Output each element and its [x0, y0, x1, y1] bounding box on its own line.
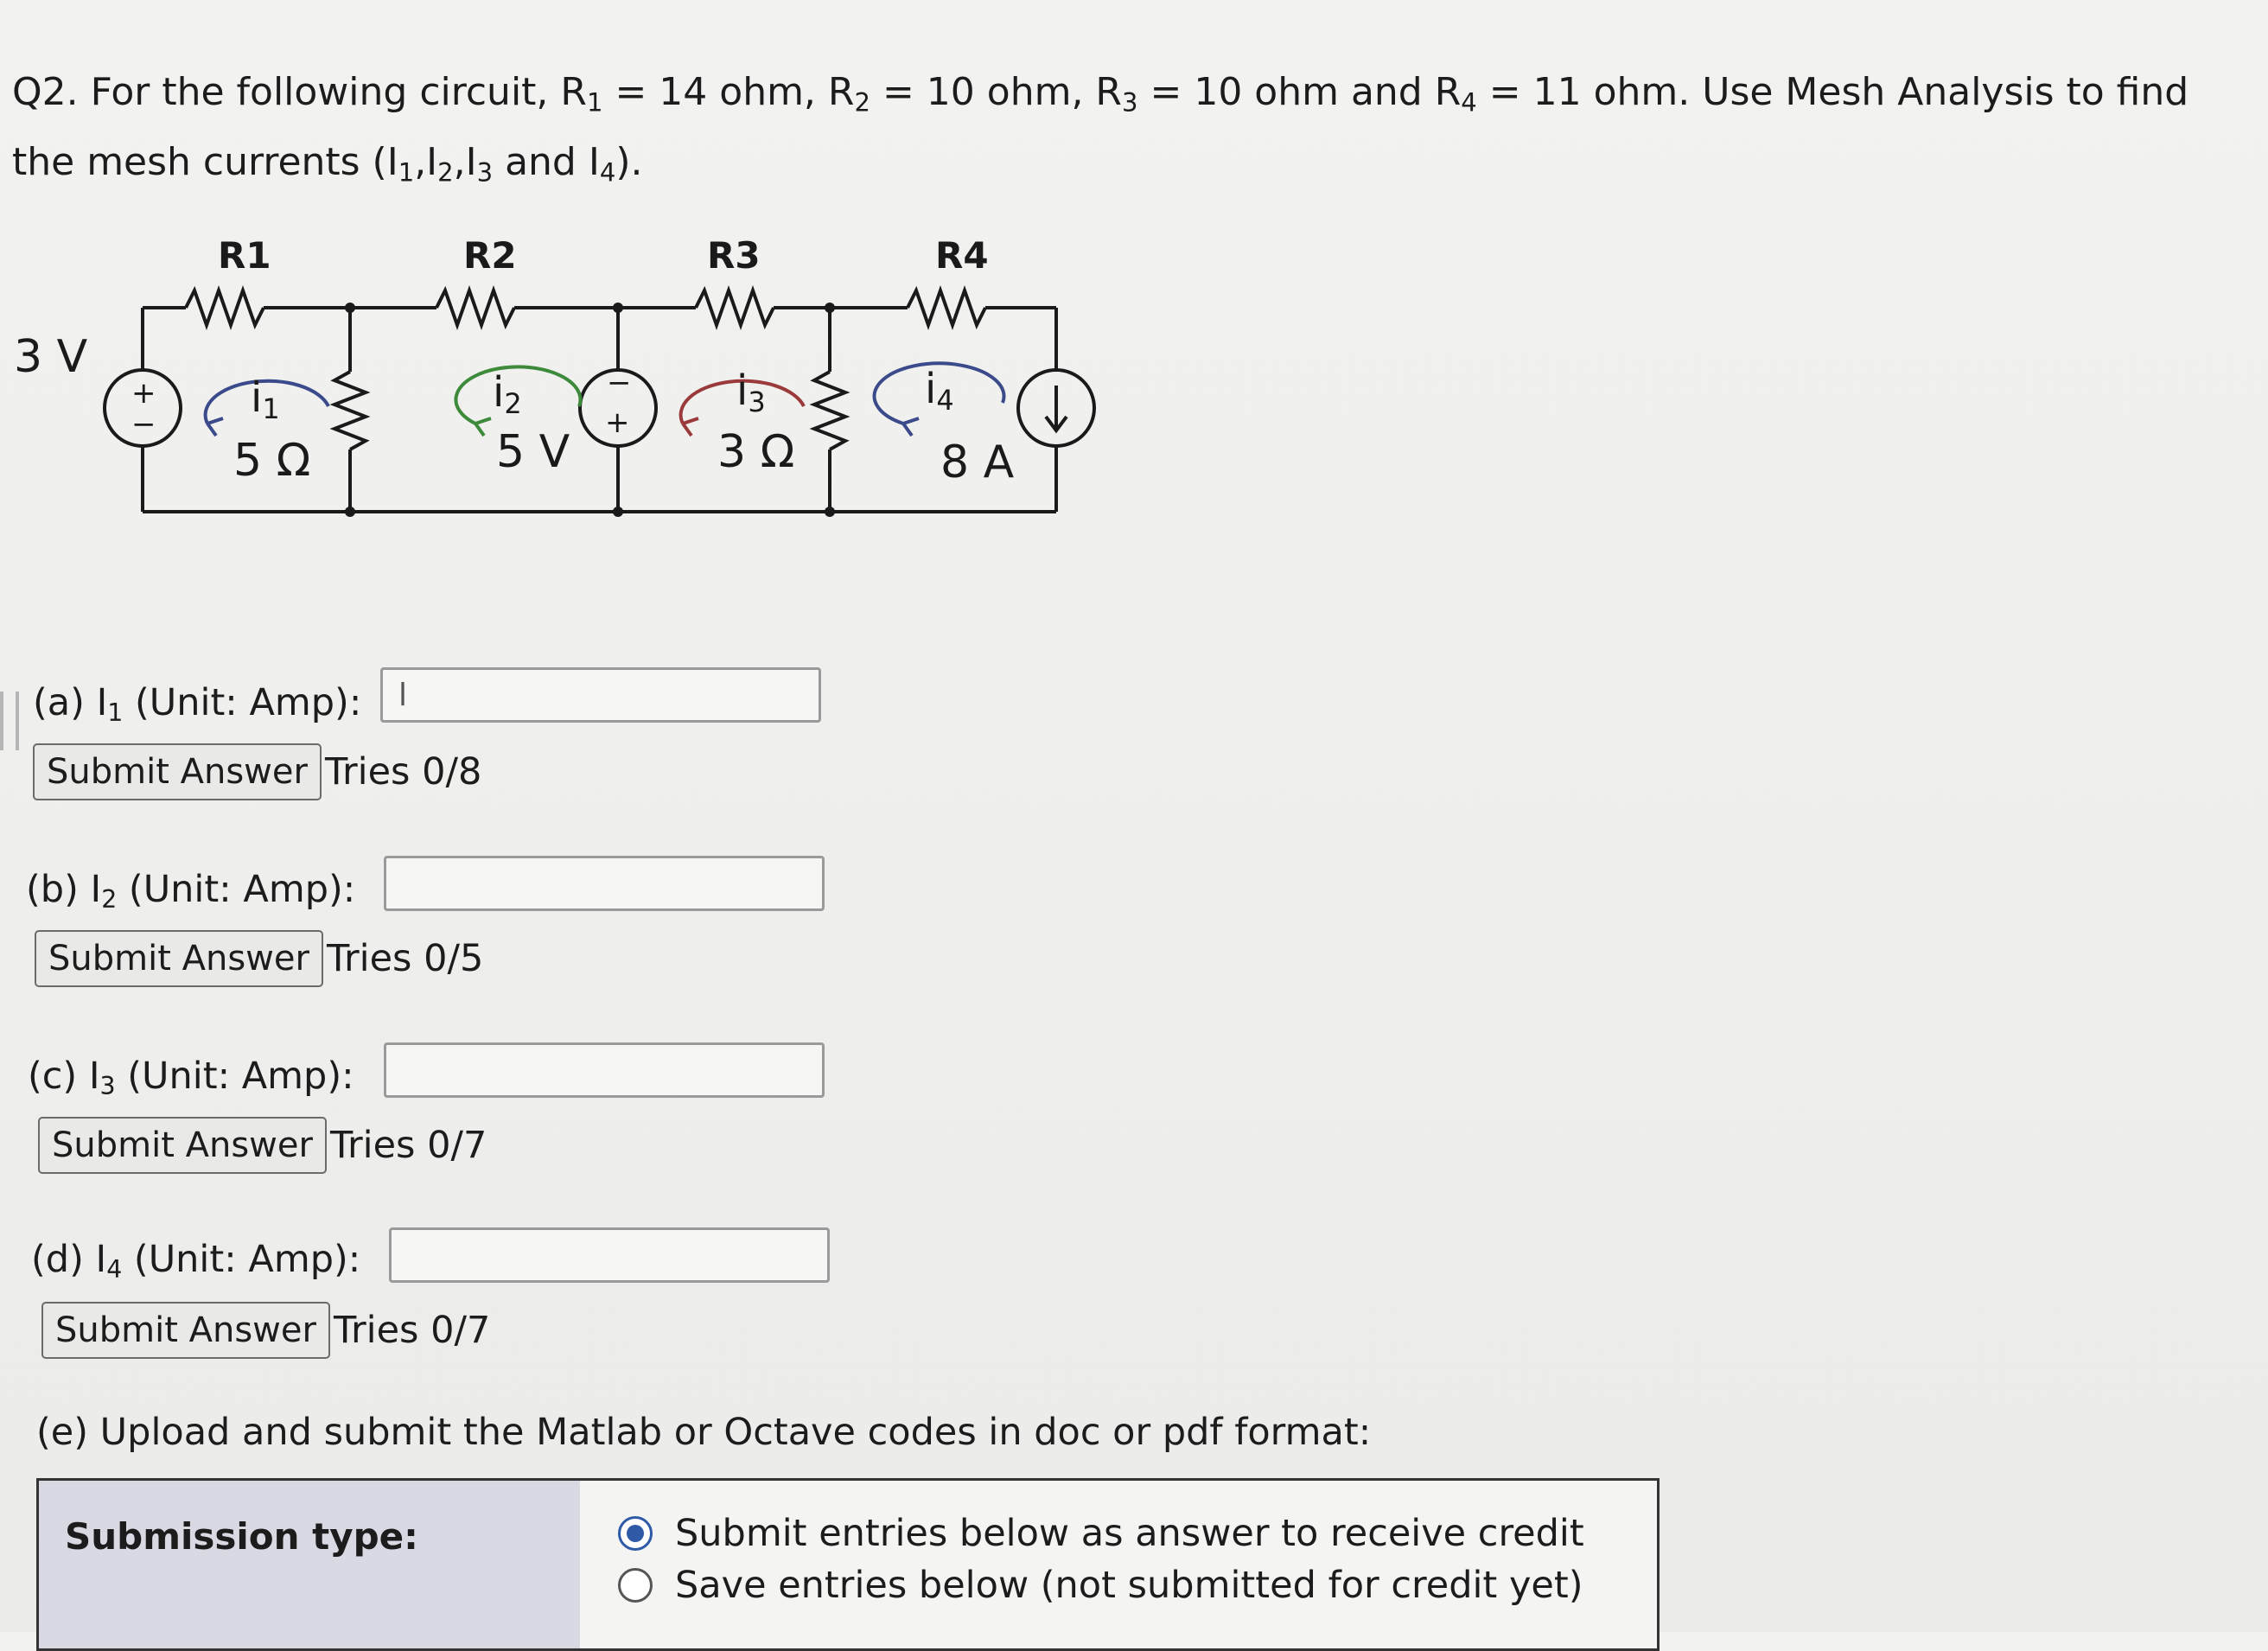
part-d-label: (d) $I_4$ (Unit: Amp): [31, 1238, 361, 1284]
question-text: Q2. For the following circuit, $R_1 = 14$ ohm, $R_2 = 10$ ohm, $R_3 = 10$ ohm and $R_4 = 11$ ohm. Use Mesh Analysis to find the mesh currents ($I_1,I_2,I_3$ and $I_4$). [12, 70, 2189, 188]
part-d-tries: Tries 0/7 [334, 1309, 491, 1352]
part-c-label: (c) $I_3$ (Unit: Amp): [28, 1055, 354, 1101]
part-a-label: (a) $I_1$ (Unit: Amp): [33, 681, 362, 728]
label-i2: i2 [493, 368, 522, 420]
radio-unselected-icon[interactable] [618, 1568, 653, 1603]
label-5v: 5 V [496, 426, 570, 478]
label-3v: 3 V [14, 331, 88, 383]
upload-instructions: (e) Upload and submit the Matlab or Octave codes in doc or pdf format: [36, 1411, 1372, 1454]
part-a-tries: Tries 0/8 [325, 750, 482, 794]
resistor-r4 [908, 290, 985, 325]
circuit-diagram [0, 233, 1141, 545]
radio-option-submit-label: Submit entries below as answer to receive credit [675, 1512, 1584, 1555]
part-b-label: (b) $I_2$ (Unit: Amp): [26, 868, 356, 915]
part-b-answer-input[interactable] [384, 856, 825, 911]
radio-option-save[interactable] [618, 1564, 1583, 1607]
resistor-r3 [696, 290, 774, 325]
part-a-submit-button[interactable]: Submit Answer [33, 743, 322, 800]
part-b-tries: Tries 0/5 [327, 937, 484, 980]
sidebar-marks [0, 692, 19, 750]
current-arrow [1046, 386, 1067, 430]
part-c-answer-input[interactable] [384, 1042, 825, 1098]
radio-option-save-label: Save entries below (not submitted for credit yet) [675, 1564, 1583, 1607]
submission-type-label: Submission type: [65, 1515, 418, 1558]
part-a-answer-input[interactable] [380, 667, 821, 723]
part-d-answer-input[interactable] [389, 1227, 830, 1283]
radio-selected-icon[interactable] [618, 1516, 653, 1551]
part-b-submit-button[interactable]: Submit Answer [35, 930, 323, 987]
label-i4: i4 [925, 365, 954, 417]
label-5ohm: 5 Ω [233, 435, 311, 487]
plus-5v: + [605, 405, 630, 440]
label-r3: R3 [707, 234, 761, 277]
minus-5v: − [607, 366, 632, 400]
radio-option-submit[interactable] [618, 1512, 1584, 1555]
label-i3: i3 [736, 367, 766, 418]
label-r4: R4 [935, 234, 989, 277]
submission-type-box [36, 1478, 1660, 1651]
resistor-r1 [186, 290, 264, 325]
plus-3v: + [131, 376, 156, 411]
part-d-submit-button[interactable]: Submit Answer [41, 1302, 330, 1359]
label-8a: 8 A [940, 437, 1015, 488]
label-i1: i1 [251, 373, 280, 425]
resistor-3ohm [814, 372, 845, 449]
part-c-submit-button[interactable]: Submit Answer [38, 1117, 327, 1174]
minus-3v: − [131, 407, 156, 442]
label-3ohm: 3 Ω [717, 426, 795, 478]
resistor-r2 [436, 290, 514, 325]
resistor-5ohm [334, 372, 366, 449]
part-c-tries: Tries 0/7 [330, 1124, 487, 1167]
submission-type-label-cell [39, 1481, 580, 1648]
label-r1: R1 [218, 234, 271, 277]
label-r2: R2 [463, 234, 517, 277]
